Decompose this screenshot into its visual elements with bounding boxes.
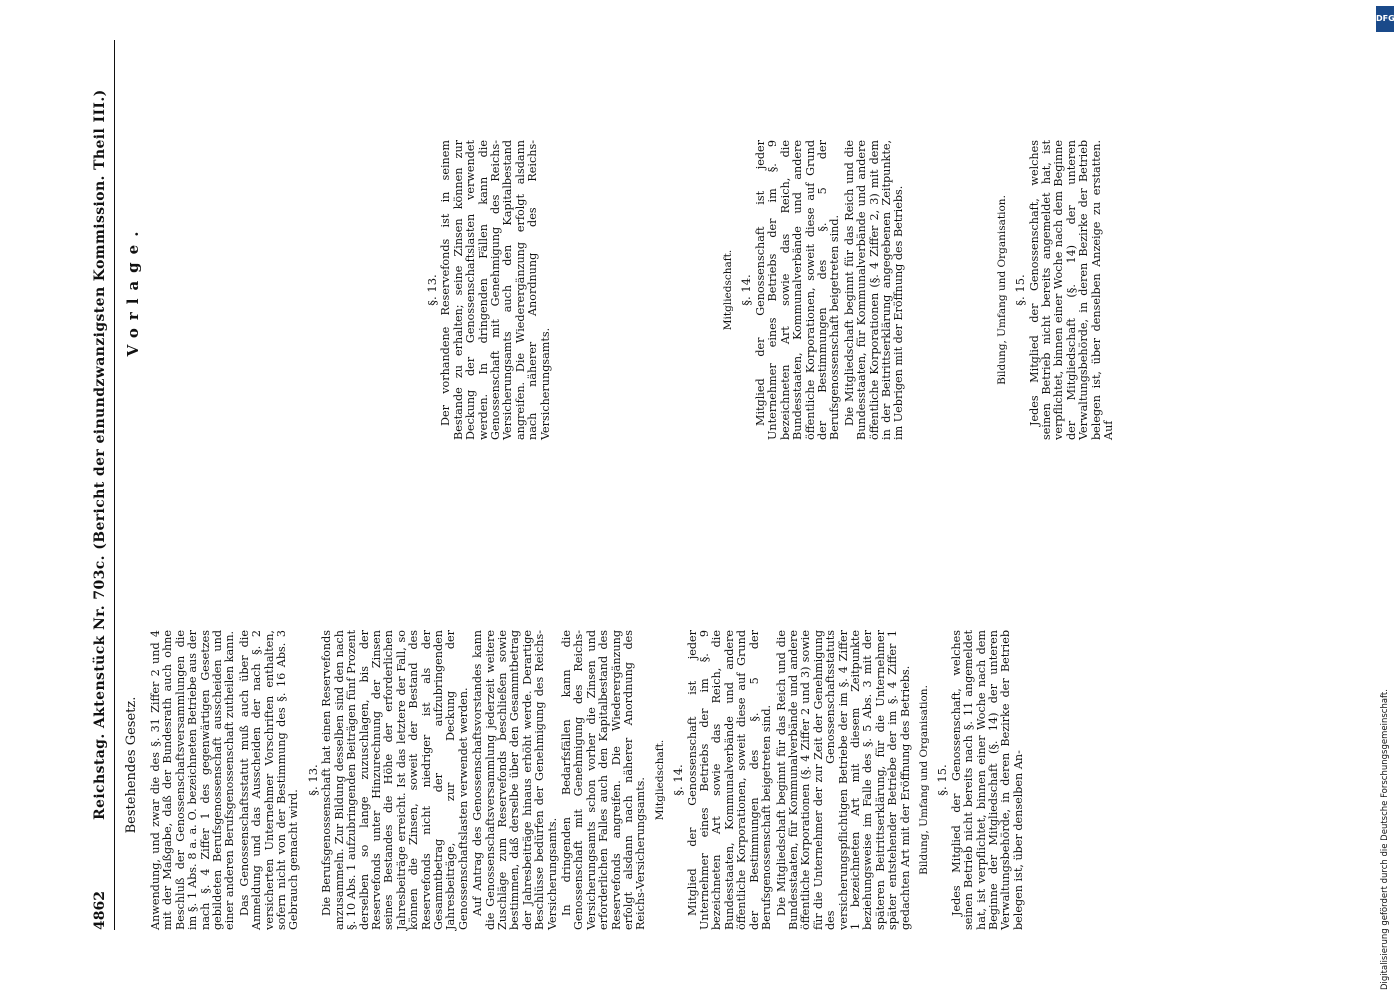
section-number: §. 14.: [739, 274, 754, 306]
digitization-note-text: Digitalisierung gefördert durch die Deutsche Forschungsgemeinschaft.: [1380, 689, 1390, 990]
section-number: §. 13.: [425, 274, 439, 306]
right-column-heading: Vorlage.: [124, 223, 142, 357]
dfg-logo: DFG: [1376, 6, 1394, 32]
paragraph: Die Mitgliedschaft beginnt für das Reich und die Bundesstaaten, für Kommunalverbände und andere öffentliche Korporationen (§. 4 Ziffer 2 und 3) sowie für die Unternehmer der zur Zeit der Genehmigung des Genossenschaftsstatuts versicherungspflichtigen Betriebe der im §. 4 Ziffer 1 bezeichneten Art mit diesem Zeitpunkte beziehungsweise im Falle des §. 5 Abs. 3 mit der späteren Beitrittserklärung, für die Unternehmer später entstehender Betriebe der im §. 4 Ziffer 1 gedachten Art mit der Eröffnung des Betriebs.: [774, 630, 912, 930]
digitization-note: [1380, 40, 1392, 990]
paragraph: Jedes Mitglied der Genossenschaft, welches seinen Betrieb nicht bereits nach §. 11 angemeldet hat, ist verpflichtet, binnen einer Woche nach dem Beginne der Mitgliedschaft (§. 14) der unteren Verwaltungsbehörde, in deren Bezirke der Betrieb belegen ist, über denselben An-: [949, 630, 1025, 930]
left-column: [150, 630, 1027, 930]
paragraph: Auf Antrag des Genossenschaftsvorstandes kann die Genossenschaftsversammlung jederzeit weitere Zuschläge zum Reservefonds beschließen sowie bestimmen, daß derselbe über den Gesammtbetrag der Jahresbeiträge hinaus erhöht werde. Derartige Beschlüsse bedürfen der Genehmigung des Reichs-Versicherungsamts.: [471, 630, 559, 930]
section-number: §. 15.: [935, 764, 950, 796]
subsection-title: Bildung, Umfang und Organisation.: [917, 685, 930, 875]
paragraph: Mitglied der Genossenschaft ist jeder Unternehmer eines Betriebs der im §. 9 bezeichneten Art sowie das Reich, die Bundesstaaten, Kommunalverbände und andere öffentliche Korporationen, soweit diese auf Grund der Bestimmungen des §. 5 der Berufsgenossenschaft beigetreten sind.: [753, 140, 842, 440]
paragraph: Jedes Mitglied der Genossenschaft, welches seinen Betrieb nicht bereits angemeldet hat, ist verpflichtet, binnen einer Woche nach dem Beginne der Mitgliedschaft (§. 14) der unteren Verwaltungsbehörde, in deren Bezirke der Betrieb belegen ist, über denselben Anzeige zu erstatten. Auf: [1027, 140, 1115, 440]
section-number: §. 14.: [671, 764, 686, 796]
subsection-title: Mitgliedschaft.: [653, 739, 666, 821]
running-header: [88, 50, 112, 930]
header-title: Reichstag. Aktenstück Nr. 703c. (Bericht der einundzwanzigsten Kommission. Theil III.): [92, 89, 108, 820]
left-column-heading: Bestehendes Gesetz.: [124, 696, 139, 834]
page-number: 4862: [92, 891, 108, 930]
right-column: [420, 140, 1117, 440]
header-rule: [114, 40, 115, 930]
paragraph: Die Mitgliedschaft beginnt für das Reich und die Bundesstaaten, für Kommunalverbände und andere öffentliche Korporationen (§. 4 Ziffer 2, 3) mit dem in der Beitrittserklärung angegebenen Zeitpunkte, im Uebrigen mit der Eröffnung des Betriebs.: [842, 140, 906, 440]
paragraph: Das Genossenschaftsstatut muß auch über die Anmeldung und das Ausscheiden der nach §. 2 versicherten Unternehmer Vorschriften enthalten, sofern nicht von der Bestimmung des §. 16 Abs. 3 Gebrauch gemacht wird.: [237, 630, 301, 930]
paragraph: Die Berufsgenossenschaft hat einen Reservefonds anzusammeln. Zur Bildung desselben sind den nach §. 10 Abs. 1 aufzubringenden Beiträgen fünf Prozent derselben so lange zuzuschlagen, bis der Reservefonds unter Hinzurechnung der Zinsen seines Bestandes die Höhe der erforderlichen Jahresbeiträge erreicht. Ist das letztere der Fall, so können die Zinsen, soweit der Bestand des Reservefonds nicht niedriger ist als der Gesammtbetrag der aufzubringenden Jahresbeiträge, zur Deckung der Genossenschaftslasten verwendet werden.: [320, 630, 470, 930]
subsection-title: Bildung, Umfang und Organisation.: [995, 195, 1008, 385]
paragraph: Der vorhandene Reservefonds ist in seinem Bestande zu erhalten; seine Zinsen können zur Deckung der Genossenschaftslasten verwendet werden. In dringenden Fällen kann die Genossenschaft mit Genehmigung des Reichs-Versicherungsamts auch den Kapitalbestand angreifen. Die Wiederergänzung erfolgt alsdann nach näherer Anordnung des Reichs-Versicherungsamts.: [439, 140, 552, 440]
section-number: §. 13.: [305, 764, 320, 796]
paragraph: Mitglied der Genossenschaft ist jeder Unternehmer eines Betriebs der im §. 9 bezeichneten Art sowie das Reich, die Bundesstaaten, Kommunalverbände und andere öffentliche Korporationen, soweit diese auf Grund der Bestimmungen des §. 5 der Berufsgenossenschaft beigetreten sind.: [685, 630, 774, 930]
section-number: §. 15.: [1013, 274, 1028, 306]
subsection-title: Mitgliedschaft.: [722, 249, 735, 331]
paragraph: In dringenden Bedarfsfällen kann die Genossenschaft mit Genehmigung des Reichs-Versicherungsamts schon vorher die Zinsen und erforderlichen Falles auch den Kapitalbestand des Reservefonds angreifen. Die Wiederergänzung erfolgt alsdann nach näherer Anordnung des Reichs-Versicherungsamts.: [560, 630, 648, 930]
paragraph: Anwendung, und zwar die des §. 31 Ziffer 2 und 4 mit der Maßgabe, daß der Bundesrath auch ohne Beschluß der Genossenschaftsversammlungen die im §. 1 Abs. 8 a. a. O. bezeichneten Betriebe aus der nach §. 4 Ziffer 1 des gegenwärtigen Gesetzes gebildeten Berufsgenossenschaft ausscheiden und einer anderen Berufsgenossenschaft zutheilen kann.: [149, 630, 237, 930]
